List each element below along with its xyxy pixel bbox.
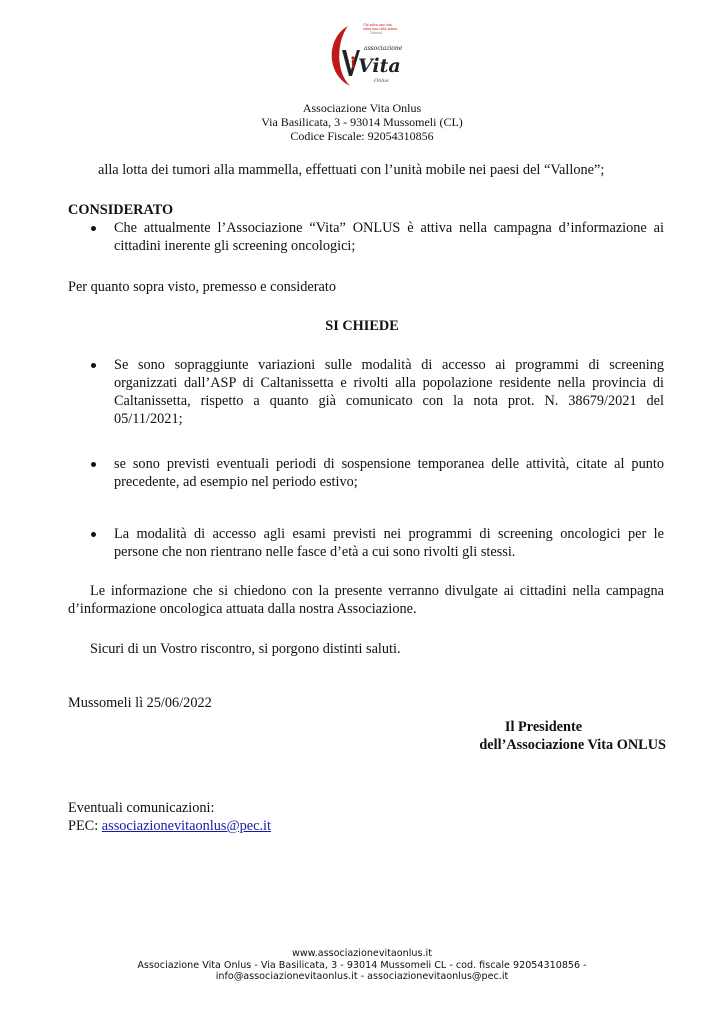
bullet-1-line-2: organizzati dall’ASP di Caltanissetta e rivolti alla popolazione residente nella provincia di [114,375,664,391]
letterhead-name: Associazione Vita Onlus [302,101,422,115]
letterhead-fiscal-code: Codice Fiscale: 92054310856 [290,129,434,143]
bullet-1-line-1: Se sono sopraggiunte variazioni sulle modalità di accesso ai programmi di screening [114,357,664,373]
logo-motto-line-1: Chi salva una vita, [363,23,393,27]
considerato-bullet-line-2: cittadini inerente gli screening oncologici; [114,238,356,254]
footer-website: www.associazionevitaonlus.it [292,948,432,959]
considerato-bullet-line-1: Che attualmente l’Associazione “Vita” ONLUS è attiva nella campagna d’informazione ai [114,220,664,236]
intro-line: alla lotta dei tumori alla mammella, effettuati con l’unità mobile nei paesi del “Vallone”; [98,162,605,178]
contacts-label: Eventuali comunicazioni: [68,800,215,816]
letterhead [0,101,724,143]
vita-logo-graphic [318,16,408,96]
place-date: Mussomeli lì 25/06/2022 [68,695,212,711]
bullet-3-line-2: persone che non rientrano nelle fasce d’età a cui sono rivolti gli stessi. [114,544,516,560]
signature-title: Il Presidente [504,719,583,735]
bullet-icon [91,226,96,231]
logo-sub-text: Onlus [374,78,389,84]
footer-emails: info@associazionevitaonlus.it - associazionevitaonlus@pec.it [215,971,509,982]
page-footer [0,948,724,983]
logo-big-text: Vita [358,55,401,77]
bullet-1-line-4: 05/11/2021; [114,411,183,427]
closing-greeting: Sicuri di un Vostro riscontro, si porgono distinti saluti. [90,641,401,657]
bullet-2-line-2: precedente, ad esempio nel periodo estivo; [114,474,358,490]
pec-label: PEC: [68,818,102,834]
logo-figure-head [351,56,354,59]
letterhead-address: Via Basilicata, 3 - 93014 Mussomeli (CL) [261,115,463,129]
info-paragraph-line-1: Le informazione che si chiedono con la presente verranno divulgate ai cittadini nella campagna [90,583,664,599]
bullet-icon [91,363,96,368]
logo-small-label: associazione [364,45,403,52]
footer-address: Associazione Vita Onlus - Via Basilicata, 3 - 93014 Mussomeli CL - cod. fiscale 92054310856 - [137,959,587,971]
pec-line [68,818,271,836]
bullet-icon [91,532,96,537]
info-paragraph-line-2: d’informazione oncologica attuata dalla nostra Associazione. [68,601,417,617]
logo-motto-line-2: salva una città intera [363,27,398,31]
bullet-icon [91,462,96,467]
signature-association: dell’Associazione Vita ONLUS [479,737,666,753]
pec-email-link[interactable]: associazionevitaonlus@pec.it [101,818,271,834]
bullet-1-line-3: Caltanissetta, rispetto a quanto già comunicato con la nota prot. N. 38679/2021 del [114,393,664,409]
logo-motto-line-3: Talmud [370,31,382,35]
bullet-2-line-1: se sono previsti eventuali periodi di sospensione temporanea delle attività, citate al punto [114,456,664,472]
per-quanto-line: Per quanto sopra visto, premesso e considerato [68,279,337,295]
association-logo [318,16,408,96]
considerato-heading: CONSIDERATO [68,202,174,218]
bullet-3-line-1: La modalità di accesso agli esami previsti nei programmi di screening oncologici per le [114,526,664,542]
logo-figure-body [352,60,354,68]
si-chiede-heading: SI CHIEDE [325,318,399,334]
